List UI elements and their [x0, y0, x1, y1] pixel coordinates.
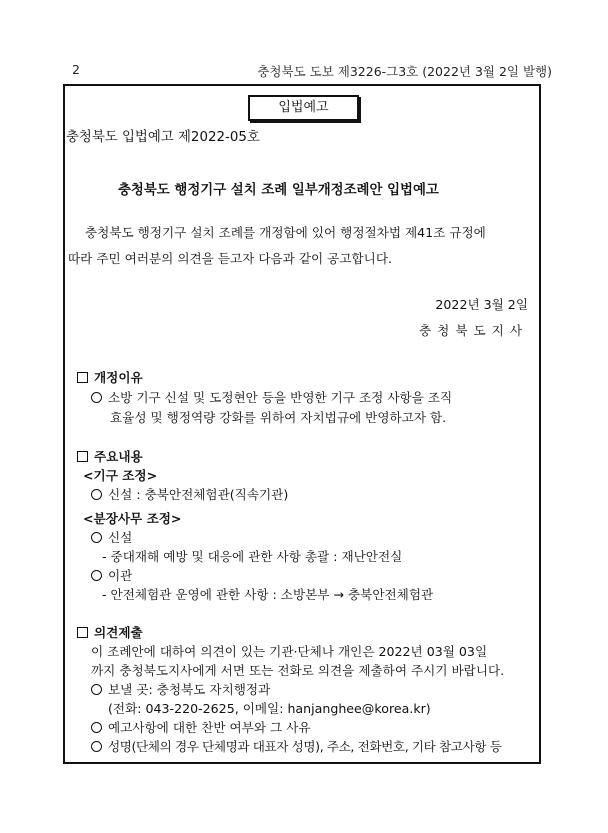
square-bullet-icon [77, 372, 88, 383]
document-title: 충청북도 행정기구 설치 조례 일부개정조례안 입법예고 [118, 183, 439, 198]
reason-line-1-row [91, 387, 452, 406]
new-label-row [91, 527, 132, 546]
opinion-item-3: 성명(단체의 경우 단체명과 대표자 성명), 주소, 전화번호, 기타 참고사항 등 [108, 739, 502, 754]
transfer-label-row [91, 565, 132, 584]
circle-bullet-icon [91, 392, 102, 403]
circle-bullet-icon [91, 722, 102, 733]
circle-bullet-icon [91, 684, 102, 695]
opinion-item-3-row [91, 736, 501, 755]
circle-bullet-icon [91, 570, 102, 581]
contents-subheading-2: <분장사무 조정> [83, 511, 182, 526]
opinion-heading: 의견제출 [94, 625, 143, 640]
contents-sub1-item: 신설 : 충북안전체험관(직속기관) [108, 487, 289, 502]
intro-line-1: 충청북도 행정기구 설치 조례를 개정함에 있어 행정절차법 제41조 규정에 [85, 225, 486, 240]
notice-date: 2022년 3월 2일 [435, 297, 528, 312]
reason-line-2: 효율성 및 행정역량 강화를 위하여 자치법규에 반영하고자 함. [110, 410, 447, 425]
notice-number: 충청북도 입법예고 제2022-05호 [66, 130, 260, 145]
opinion-line-1: 이 조례안에 대하여 의견이 있는 기관·단체나 개인은 2022년 03월 03일 [91, 644, 488, 659]
new-label: 신설 [108, 530, 133, 545]
circle-bullet-icon [91, 532, 102, 543]
transfer-label: 이관 [108, 568, 133, 583]
new-item: - 중대재해 예방 및 대응에 관한 사항 총괄 : 재난안전실 [102, 549, 403, 564]
contents-heading-row [77, 446, 143, 465]
contents-sub1-item-row [91, 484, 288, 503]
opinion-item-2: 예고사항에 대한 찬반 여부와 그 사유 [108, 720, 311, 735]
circle-bullet-icon [91, 489, 102, 500]
transfer-item: - 안전체험관 운영에 관한 사항 : 소방본부 → 충북안전체험관 [102, 587, 434, 602]
page-header [72, 62, 552, 78]
opinion-addr-row [91, 679, 270, 698]
circle-bullet-icon [91, 741, 102, 752]
section-box-title: 입법예고 [248, 95, 359, 121]
issue-info: 충청북도 도보 제3226-그3호 (2022년 3월 2일 발행) [257, 64, 552, 79]
square-bullet-icon [77, 627, 88, 638]
reason-heading-row [77, 367, 143, 386]
square-bullet-icon [77, 451, 88, 462]
opinion-line-2: 까지 충청북도지사에게 서면 또는 전화로 의견을 제출하여 주시기 바랍니다. [91, 663, 505, 678]
issuer: 충청북도지사 [419, 323, 528, 338]
opinion-heading-row [77, 622, 143, 641]
contents-subheading-1: <기구 조정> [83, 468, 158, 483]
opinion-item-2-row [91, 717, 311, 736]
page-number: 2 [72, 62, 80, 77]
opinion-contact: (전화: 043-220-2625, 이메일: hanjanghee@korea.kr) [108, 701, 431, 716]
contents-heading: 주요내용 [94, 449, 143, 464]
intro-line-2: 따라 주민 여러분의 의견을 듣고자 다음과 같이 공고합니다. [68, 251, 392, 266]
opinion-address: 보낼 곳: 충청북도 자치행정과 [108, 682, 271, 697]
reason-line-1: 소방 기구 신설 및 도정현안 등을 반영한 기구 조정 사항을 조직 [108, 390, 453, 405]
reason-heading: 개정이유 [94, 370, 143, 385]
